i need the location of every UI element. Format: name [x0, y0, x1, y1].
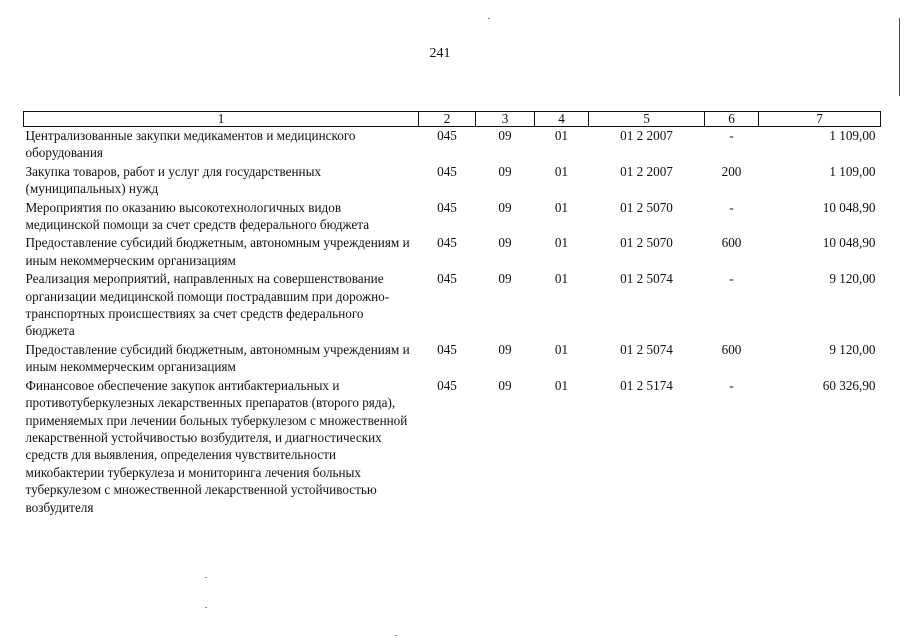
column-header: 3	[476, 112, 535, 127]
row-name: Реализация мероприятий, направленных на совершенствование организации медицинской помощи пострадавшим при дорожно-транспортных происшествиях за счет средств федерального бюджета	[25, 271, 390, 339]
table-row	[24, 199, 881, 235]
section-code: 09	[498, 341, 512, 357]
amount: 1 109,00	[829, 128, 876, 143]
table-row	[24, 377, 881, 517]
table-row	[24, 341, 881, 377]
row-name: Закупка товаров, работ и услуг для государственных (муниципальных) нужд	[25, 163, 322, 197]
subsection-code: 01	[554, 199, 569, 215]
table-header-row	[24, 112, 881, 127]
subsection-code: 01	[554, 128, 569, 143]
ministry-code: 045	[437, 341, 457, 357]
target-code: 01 2 2007	[620, 128, 673, 143]
scan-edge-mark	[899, 18, 900, 96]
section-code: 09	[498, 271, 512, 287]
table-row	[24, 270, 881, 341]
ministry-code: 045	[437, 235, 457, 251]
subsection-code: 01	[554, 377, 569, 393]
section-code: 09	[498, 235, 512, 251]
expense-type: 600	[721, 235, 742, 251]
row-name: Централизованные закупки медикаментов и медицинского оборудования	[25, 128, 356, 161]
budget-table	[23, 111, 881, 517]
row-name: Мероприятия по оказанию высокотехнологичных видов медицинской помощи за счет средств федерального бюджета	[25, 199, 370, 233]
table-row	[24, 163, 881, 199]
target-code: 01 2 2007	[620, 163, 673, 179]
amount: 10 048,90	[822, 199, 876, 215]
amount: 1 109,00	[829, 163, 876, 179]
expense-type: -	[729, 199, 734, 215]
target-code: 01 2 5074	[620, 271, 673, 287]
column-header: 6	[705, 112, 759, 127]
column-header: 4	[535, 112, 589, 127]
column-header: 1	[24, 112, 419, 127]
target-code: 01 2 5070	[620, 235, 673, 251]
column-header: 2	[419, 112, 476, 127]
expense-type: -	[729, 377, 734, 393]
subsection-code: 01	[554, 341, 569, 357]
target-code: 01 2 5070	[620, 199, 673, 215]
subsection-code: 01	[554, 271, 569, 287]
scan-speck	[488, 18, 490, 19]
scan-speck	[395, 635, 397, 636]
expense-type: 200	[721, 163, 742, 179]
subsection-code: 01	[554, 235, 569, 251]
amount: 60 326,90	[822, 377, 876, 393]
section-code: 09	[498, 128, 512, 143]
amount: 9 120,00	[829, 341, 876, 357]
ministry-code: 045	[437, 271, 457, 287]
column-header: 7	[759, 112, 881, 127]
row-name: Предоставление субсидий бюджетным, автономным учреждениям и иным некоммерческим организациям	[25, 341, 410, 375]
amount: 9 120,00	[829, 271, 876, 287]
expense-type: -	[729, 128, 734, 143]
scan-speck	[205, 607, 207, 608]
scan-speck	[205, 577, 207, 578]
row-name: Предоставление субсидий бюджетным, автономным учреждениям и иным некоммерческим организациям	[25, 235, 410, 268]
subsection-code: 01	[554, 163, 569, 179]
target-code: 01 2 5074	[620, 341, 673, 357]
row-name: Финансовое обеспечение закупок антибактериальных и противотуберкулезных лекарственных препаратов (второго ряда), применяемых при лечении больных туберкулезом с множественной лекарственной устойчивостью возбудителя, и диагностических средств для выявления, определения чувствительности микобактерии туберкулеза и мониторинга лечения больных туберкулезом с множественной лекарственной устойчивостью возбудителя	[25, 377, 408, 515]
table-row	[24, 127, 881, 163]
ministry-code: 045	[437, 163, 457, 179]
ministry-code: 045	[437, 128, 457, 143]
table-row	[24, 234, 881, 270]
ministry-code: 045	[437, 199, 457, 215]
section-code: 09	[498, 199, 512, 215]
target-code: 01 2 5174	[620, 377, 673, 393]
section-code: 09	[498, 377, 512, 393]
section-code: 09	[498, 163, 512, 179]
expense-type: 600	[721, 341, 742, 357]
amount: 10 048,90	[822, 235, 876, 251]
expense-type: -	[729, 271, 734, 287]
column-header: 5	[589, 112, 705, 127]
page-number: 241	[429, 46, 451, 61]
ministry-code: 045	[437, 377, 457, 393]
